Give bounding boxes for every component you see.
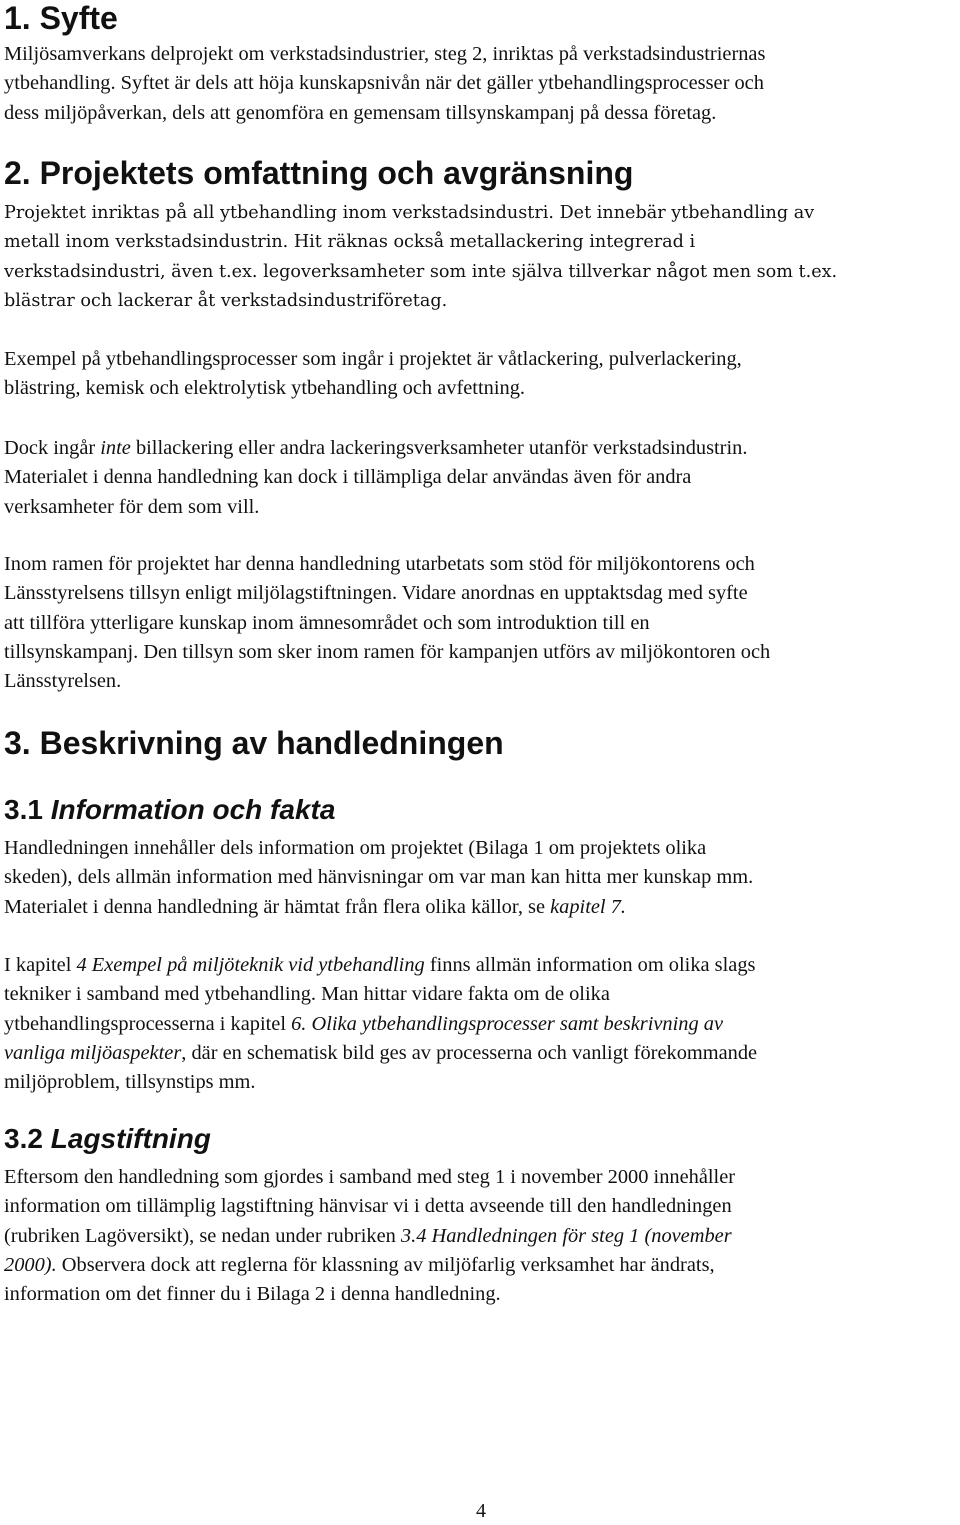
section-1-paragraph — [4, 40, 765, 128]
text-line: miljöproblem, tillsynstips mm. — [4, 1071, 256, 1094]
text-run: Dock ingår — [4, 437, 101, 459]
text-run: ytbehandlingsprocesserna i kapitel — [4, 1012, 292, 1035]
text-line: blästring, kemisk och elektrolytisk ytbehandling och avfettning. — [4, 377, 525, 400]
subsection-title: Lagstiftning — [42, 1123, 211, 1154]
text-run: billackering eller andra lackeringsverksamheter utanför verkstadsindustrin. — [130, 437, 748, 459]
text-line — [4, 434, 747, 463]
text-line: Materialet i denna handledning kan dock i tillämpliga delar användas även för andra — [4, 466, 692, 489]
text-line: Länsstyrelsen. — [4, 670, 122, 693]
text-line — [4, 1222, 735, 1251]
subsection-3-2-heading — [4, 1122, 211, 1156]
emphasis-text: 2000). — [4, 1253, 57, 1276]
text-line: information om det finner du i Bilaga 2 i denna handledning. — [4, 1283, 501, 1306]
text-run: Materialet i denna handledning är hämtat från flera olika källor, se — [4, 895, 551, 918]
text-line: metall inom verkstadsindustrin. Hit räknas också metallackering integrerad i — [4, 232, 696, 253]
subsection-number: 3.2 — [4, 1123, 43, 1154]
subsection-3-1-heading — [4, 793, 335, 827]
text-line: Inom ramen för projektet har denna handledning utarbetats som stöd för miljökontorens och — [4, 553, 755, 575]
emphasis-text: kapitel 7. — [550, 895, 626, 918]
subsection-title: Information och fakta — [42, 794, 336, 825]
section-2-heading: 2. Projektets omfattning och avgränsning — [4, 155, 634, 191]
text-line: Miljösamverkans delprojekt om verkstadsindustrier, steg 2, inriktas på verkstadsindustriernas — [4, 43, 766, 65]
text-line: blästrar och lackerar åt verkstadsindustriföretag. — [4, 290, 448, 311]
text-line: verksamheter för dem som vill. — [4, 495, 260, 518]
text-line: tekniker i samband med ytbehandling. Man hittar vidare fakta om de olika — [4, 983, 610, 1006]
text-line: verkstadsindustri, även t.ex. legoverksamheter som inte själva tillverkar något men som t.ex. — [4, 261, 838, 282]
subsection-number: 3.1 — [4, 794, 43, 825]
text-line — [4, 1010, 757, 1039]
subsection-3-1-paragraph-1 — [4, 834, 753, 922]
text-line: att tillföra ytterligare kunskap inom ämnesområdet och som introduktion till en — [4, 611, 650, 634]
text-run: (rubriken Lagöversikt), se nedan under rubriken — [4, 1224, 401, 1247]
text-line — [4, 951, 757, 980]
text-line — [4, 893, 753, 922]
text-run: , där en schematisk bild ges av processerna och vanligt förekommande — [181, 1041, 758, 1064]
text-run: finns allmän information om olika slags — [424, 954, 756, 976]
section-2-paragraph-1 — [4, 199, 837, 316]
text-line: Eftersom den handledning som gjordes i samband med steg 1 i november 2000 innehåller — [4, 1166, 736, 1188]
section-2-paragraph-4 — [4, 550, 770, 696]
text-line: Länsstyrelsens tillsyn enligt miljölagstiftningen. Vidare anordnas en upptaktsdag med syfte — [4, 582, 748, 605]
emphasis-text: 6. Olika ytbehandlingsprocesser samt beskrivning av — [291, 1012, 724, 1035]
text-line: Handledningen innehåller dels information om projektet (Bilaga 1 om projektets olika — [4, 837, 707, 859]
text-line: Projektet inriktas på all ytbehandling inom verkstadsindustri. Det innebär ytbehandling av — [4, 203, 815, 223]
text-line: ytbehandling. Syftet är dels att höja kunskapsnivån när det gäller ytbehandlingsprocesser och — [4, 72, 764, 95]
section-2-paragraph-2 — [4, 345, 742, 404]
document-page — [4, 0, 954, 1525]
emphasis-text: inte — [100, 437, 131, 459]
subsection-3-2-paragraph-1 — [4, 1163, 735, 1309]
emphasis-text: 3.4 Handledningen för steg 1 (november — [400, 1224, 732, 1247]
text-line — [4, 1251, 735, 1280]
text-run: I kapitel — [4, 954, 77, 976]
page-number: 4 — [476, 1500, 486, 1522]
section-1-heading: 1. Syfte — [4, 0, 118, 36]
text-line: tillsynskampanj. Den tillsyn som sker inom ramen för kampanjen utförs av miljökontoren och — [4, 640, 771, 663]
text-run: Observera dock att reglerna för klassning av miljöfarlig verksamhet har ändrats, — [56, 1253, 715, 1276]
emphasis-text: vanliga miljöaspekter — [4, 1041, 182, 1064]
text-line — [4, 1039, 757, 1068]
subsection-3-1-paragraph-2 — [4, 951, 757, 1097]
text-line: skeden), dels allmän information med hänvisningar om var man kan hitta mer kunskap mm. — [4, 866, 754, 889]
text-line: dess miljöpåverkan, dels att genomföra en gemensam tillsynskampanj på dessa företag. — [4, 101, 717, 124]
text-line: Exempel på ytbehandlingsprocesser som ingår i projektet är våtlackering, pulverlackering, — [4, 348, 742, 370]
text-line: information om tillämplig lagstiftning hänvisar vi i detta avseende till den handledningen — [4, 1195, 732, 1218]
emphasis-text: 4 Exempel på miljöteknik vid ytbehandling — [76, 954, 425, 976]
section-3-heading: 3. Beskrivning av handledningen — [4, 725, 504, 761]
section-2-paragraph-3 — [4, 434, 747, 522]
